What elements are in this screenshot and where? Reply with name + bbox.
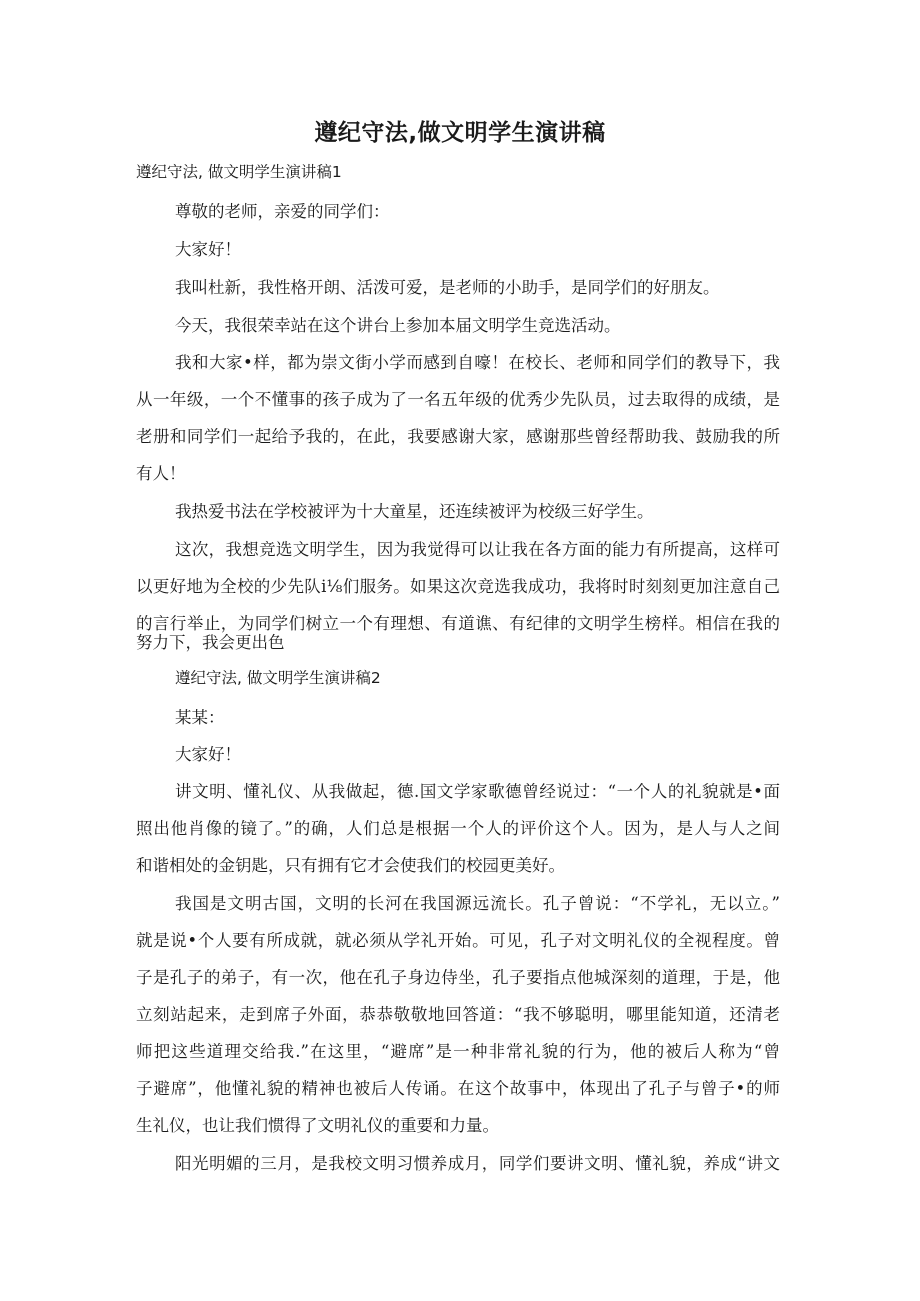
paragraph-line: 立刻站起来，走到席子外面，恭恭敬敬地回答道：“我不够聪明，哪里能知道，还清老 [136,1005,780,1024]
section-heading-1: 遵纪守法, 做文明学生演讲稿1 [136,163,342,181]
paragraph-line: 阳光明媚的三月，是我校文明习惯养成月，同学们要讲文明、懂礼貌，养成“讲文 [175,1154,780,1173]
paragraph-line: 的言行举止，为同学们树立一个有理想、有道谯、有纪律的文明学生榜样。相信在我的 [136,614,780,633]
paragraph-line: 子避席”，他懂礼貌的精神也被后人传诵。在这个故事中，体现出了孔子与曾子•的师 [136,1079,780,1098]
greeting: 大家好！ [175,745,241,764]
paragraph-line: 我和大家•样，都为崇文街小学而感到自嚎！在校长、老师和同学们的教导下，我 [175,353,780,372]
salutation: 某某： [175,708,225,727]
paragraph-line: 就是说•个人要有所成就，就必须从学礼开始。可见，孔子对文明礼仪的全视程度。曾 [136,931,780,950]
paragraph-line: 努力下，我会更出色 [136,633,285,652]
paragraph-line: 老册和同学们一起给予我的，在此，我要感谢大家，感谢那些曾经帮助我、鼓励我的所 [136,427,780,446]
greeting: 大家好！ [175,240,241,259]
paragraph-line: 我热爱书法在学校被评为十大童星，还连续被评为校级三好学生。 [175,502,654,521]
paragraph-line: 从一年级，一个不懂事的孩子成为了一名五年级的优秀少先队员，过去取得的成绩，是 [136,390,780,409]
section-heading-2: 遵纪守法, 做文明学生演讲稿2 [175,669,381,687]
paragraph-line: 以更好地为全校的少先队i⅛们服务。如果这次竞选我成功，我将时时刻刻更加注意自己 [136,577,780,596]
paragraph-line: 照出他肖像的镜了。”的确，人们总是根据一个人的评价这个人。因为，是人与人之间 [136,819,780,838]
document-title: 遵纪守法,做文明学生演讲稿 [314,120,606,146]
paragraph-line: 今天，我很荣幸站在这个讲台上参加本届文明学生竞选活动。 [175,316,621,335]
paragraph-line: 和谐相处的金钥匙，只有拥有它才会使我们的校园更美好。 [136,856,565,875]
paragraph-line: 这次，我想竞选文明学生，因为我觉得可以让我在各方面的能力有所提高，这样可 [175,540,780,559]
paragraph-line: 子是孔子的弟子，有一次，他在孔子身边侍坐，孔子要指点他城深刻的道理，于是，他 [136,968,780,987]
paragraph-line: 我国是文明古国，文明的长河在我国源远流长。孔子曾说：“不学礼，无以立。” [175,894,780,913]
paragraph-line: 有人！ [136,464,186,483]
paragraph-line: 师把这些道理交给我.”在这里，“避席”是一种非常礼貌的行为，他的被后人称为“曾 [136,1042,780,1061]
paragraph-line: 生礼仪，也让我们惯得了文明礼仪的重要和力量。 [136,1116,499,1135]
salutation: 尊敬的老师，亲爱的同学们： [175,202,390,221]
paragraph-line: 我叫杜新，我性格开朗、活泼可爱，是老师的小助手，是同学们的好朋友。 [175,278,720,297]
paragraph-line: 讲文明、懂礼仪、从我做起，德.国文学家歌德曾经说过：“一个人的礼貌就是•面 [175,782,780,801]
